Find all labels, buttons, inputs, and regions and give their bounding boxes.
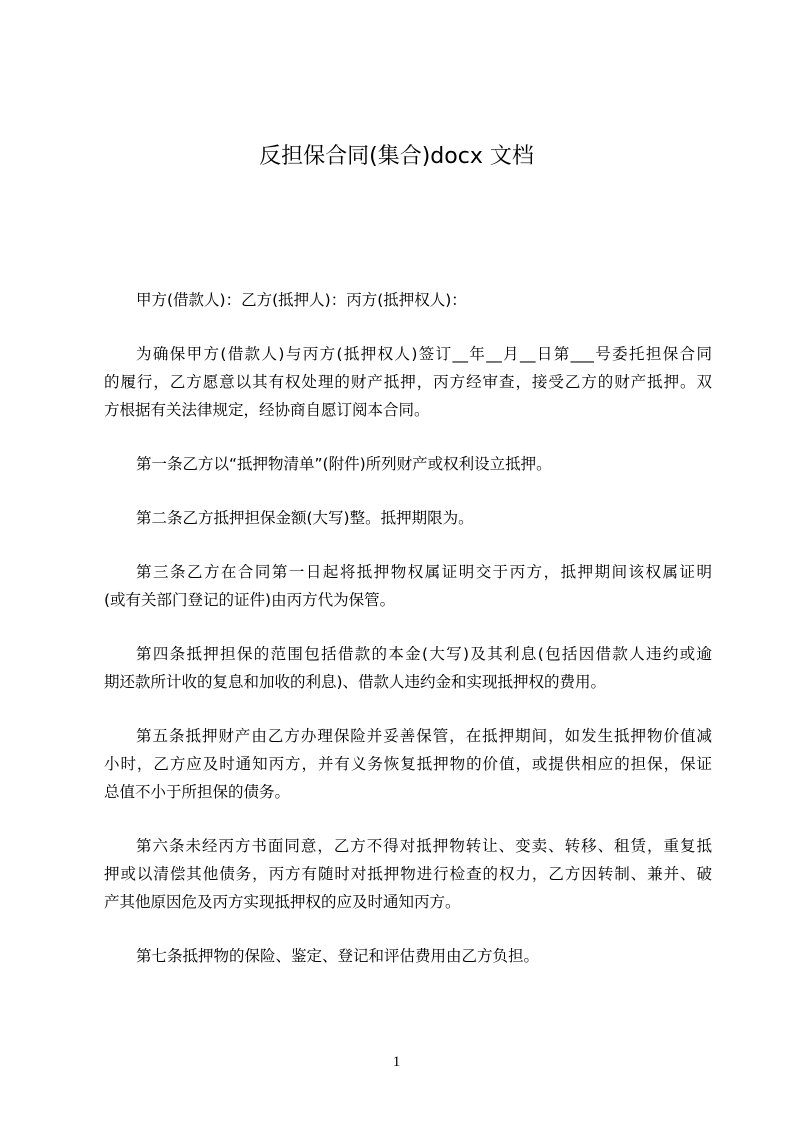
paragraph-line: 总值不小于所担保的债务。	[104, 783, 291, 801]
paragraph-line: 第一条乙方以“抵押物清单”(附件)所列财产或权利设立抵押。	[136, 455, 552, 473]
paragraph-line: 为确保甲方(借款人)与丙方(抵押权人)签订__年__月__日第___号委托担保合同	[136, 345, 712, 363]
paragraph-line: 第六条未经丙方书面同意，乙方不得对抵押物转让、变卖、转移、租赁，重复抵	[136, 837, 712, 855]
paragraph	[104, 558, 712, 614]
paragraph	[104, 340, 712, 424]
document-body	[104, 286, 712, 996]
paragraph	[104, 722, 712, 806]
paragraph-line: 第二条乙方抵押担保金额(大写)整。抵押期限为。	[136, 509, 474, 527]
paragraph-line: 的履行，乙方愿意以其有权处理的财产抵押，丙方经审查，接受乙方的财产抵押。双	[104, 373, 712, 391]
document-title: 反担保合同(集合)docx 文档	[259, 144, 534, 169]
paragraph	[104, 504, 712, 532]
paragraph-line: 产其他原因危及丙方实现抵押权的应及时通知丙方。	[104, 893, 461, 911]
paragraph-line: 第五条抵押财产由乙方办理保险并妥善保管，在抵押期间，如发生抵押物价值减	[136, 727, 712, 745]
paragraph	[104, 832, 712, 916]
paragraph-line: 方根据有关法律规定，经协商自愿订阅本合同。	[104, 401, 430, 419]
paragraph-line: 第三条乙方在合同第一日起将抵押物权属证明交于丙方，抵押期间该权属证明	[136, 563, 712, 581]
page-number: 1	[392, 1054, 401, 1070]
paragraph	[104, 450, 712, 478]
paragraph	[104, 942, 712, 970]
paragraph-line: 甲方(借款人)：乙方(抵押人)：丙方(抵押权人)：	[136, 291, 467, 309]
paragraph	[104, 640, 712, 696]
paragraph-line: (或有关部门登记的证件)由丙方代为保管。	[104, 591, 396, 609]
paragraph-line: 第七条抵押物的保险、鉴定、登记和评估费用由乙方负担。	[136, 947, 540, 965]
paragraph-line: 期还款所计收的复息和加收的利息)、借款人违约金和实现抵押权的费用。	[104, 673, 607, 691]
paragraph-line: 小时，乙方应及时通知丙方，并有义务恢复抵押物的价值，或提供相应的担保，保证	[104, 755, 712, 773]
paragraph-line: 押或以清偿其他债务，丙方有随时对抵押物进行检查的权力，乙方因转制、兼并、破	[104, 865, 712, 883]
paragraph-line: 第四条抵押担保的范围包括借款的本金(大写)及其利息(包括因借款人违约或逾	[136, 645, 712, 663]
paragraph	[104, 286, 712, 314]
